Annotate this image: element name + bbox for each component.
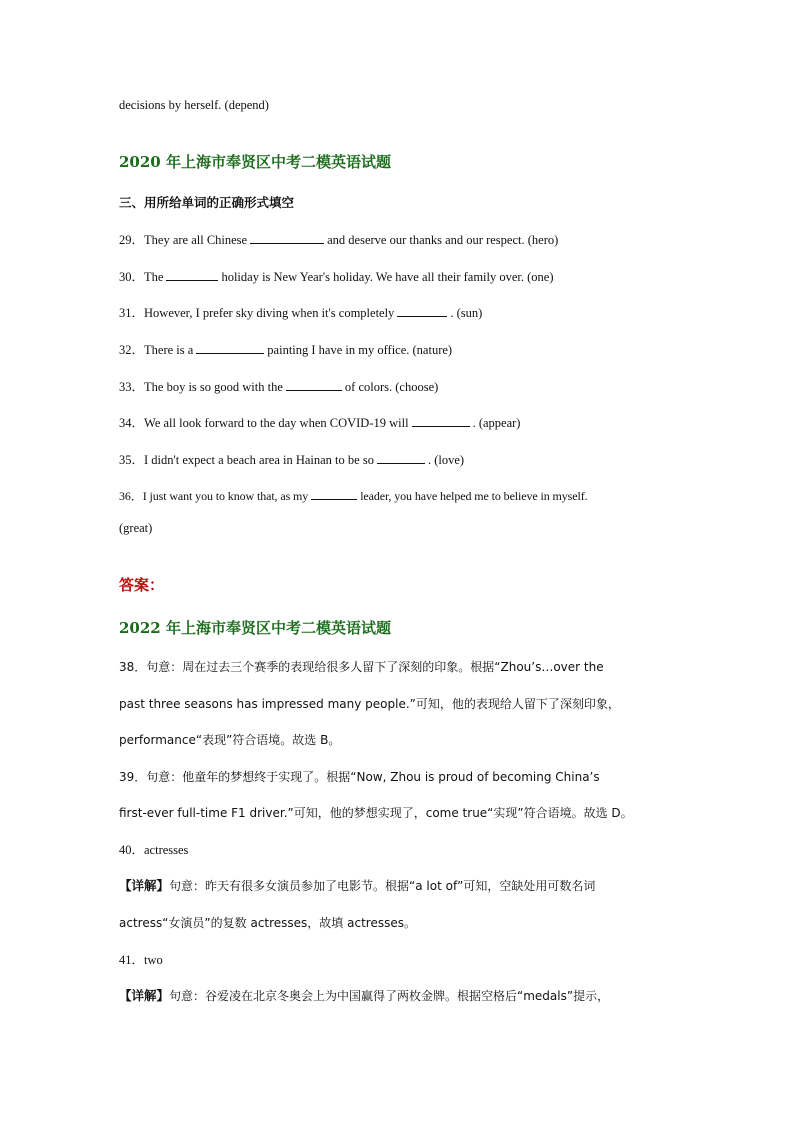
answer-blank[interactable] <box>397 304 447 317</box>
answer-38-line2: past three seasons has impressed many people.”可知，他的表现给人留下了深刻印象， <box>119 697 620 711</box>
section-2020-title: 2020 年上海市奉贤区中考二模英语试题 <box>119 153 391 171</box>
answer-38-line1: 38．句意：周在过去三个赛季的表现给很多人留下了深刻的印象。根据“Zhou’s…over the <box>119 660 604 674</box>
question-36-continuation: (great) <box>119 521 153 535</box>
detail-tag: 【详解】 <box>119 988 170 1003</box>
answer-blank[interactable] <box>311 487 357 500</box>
answer-39-line1: 39．句意：他童年的梦想终于实现了。根据“Now, Zhou is proud of becoming China’s <box>119 770 600 784</box>
question-33: 33．The boy is so good with the of colors. (choose) <box>119 380 439 394</box>
answer-40-line2: actress“女演员”的复数 actresses，故填 actresses。 <box>119 916 416 930</box>
answer-41-detail: 【详解】句意：谷爱凌在北京冬奥会上为中国赢得了两枚金牌。根据空格后“medals”提示， <box>119 988 610 1003</box>
answer-blank[interactable] <box>412 414 470 427</box>
answer-40-detail: 【详解】句意：昨天有很多女演员参加了电影节。根据“a lot of”可知，空缺处用可数名词 <box>119 878 596 893</box>
answer-38-line3: performance“表现”符合语境。故选 B。 <box>119 733 341 747</box>
answer-blank[interactable] <box>286 378 342 391</box>
question-35: 35．I didn't expect a beach area in Hainan to be so . (love) <box>119 453 465 467</box>
detail-tag: 【详解】 <box>119 878 170 893</box>
question-36: 36．I just want you to know that, as my leader, you have helped me to believe in myself. <box>119 489 588 503</box>
answer-blank[interactable] <box>196 341 264 354</box>
section-subheading: 三、用所给单词的正确形式填空 <box>119 195 295 210</box>
top-fragment: decisions by herself. (depend) <box>119 98 269 112</box>
question-29: 29．They are all Chinese and deserve our thanks and our respect. (hero) <box>119 233 559 247</box>
answer-41: 41．two <box>119 953 163 967</box>
answers-heading: 答案： <box>119 576 165 594</box>
section-2022-title: 2022 年上海市奉贤区中考二模英语试题 <box>119 619 391 637</box>
answer-blank[interactable] <box>250 231 324 244</box>
question-30: 30．The holiday is New Year's holiday. We have all their family over. (one) <box>119 270 554 284</box>
answer-40: 40．actresses <box>119 843 189 857</box>
question-34: 34．We all look forward to the day when COVID-19 will . (appear) <box>119 416 521 430</box>
question-31: 31．However, I prefer sky diving when it's completely . (sun) <box>119 306 483 320</box>
answer-blank[interactable] <box>377 451 425 464</box>
answer-39-line2: first-ever full-time F1 driver.”可知，他的梦想实现了，come true“实现”符合语境。故选 D。 <box>119 806 633 820</box>
answer-blank[interactable] <box>166 268 218 281</box>
question-32: 32．There is a painting I have in my office. (nature) <box>119 343 453 357</box>
